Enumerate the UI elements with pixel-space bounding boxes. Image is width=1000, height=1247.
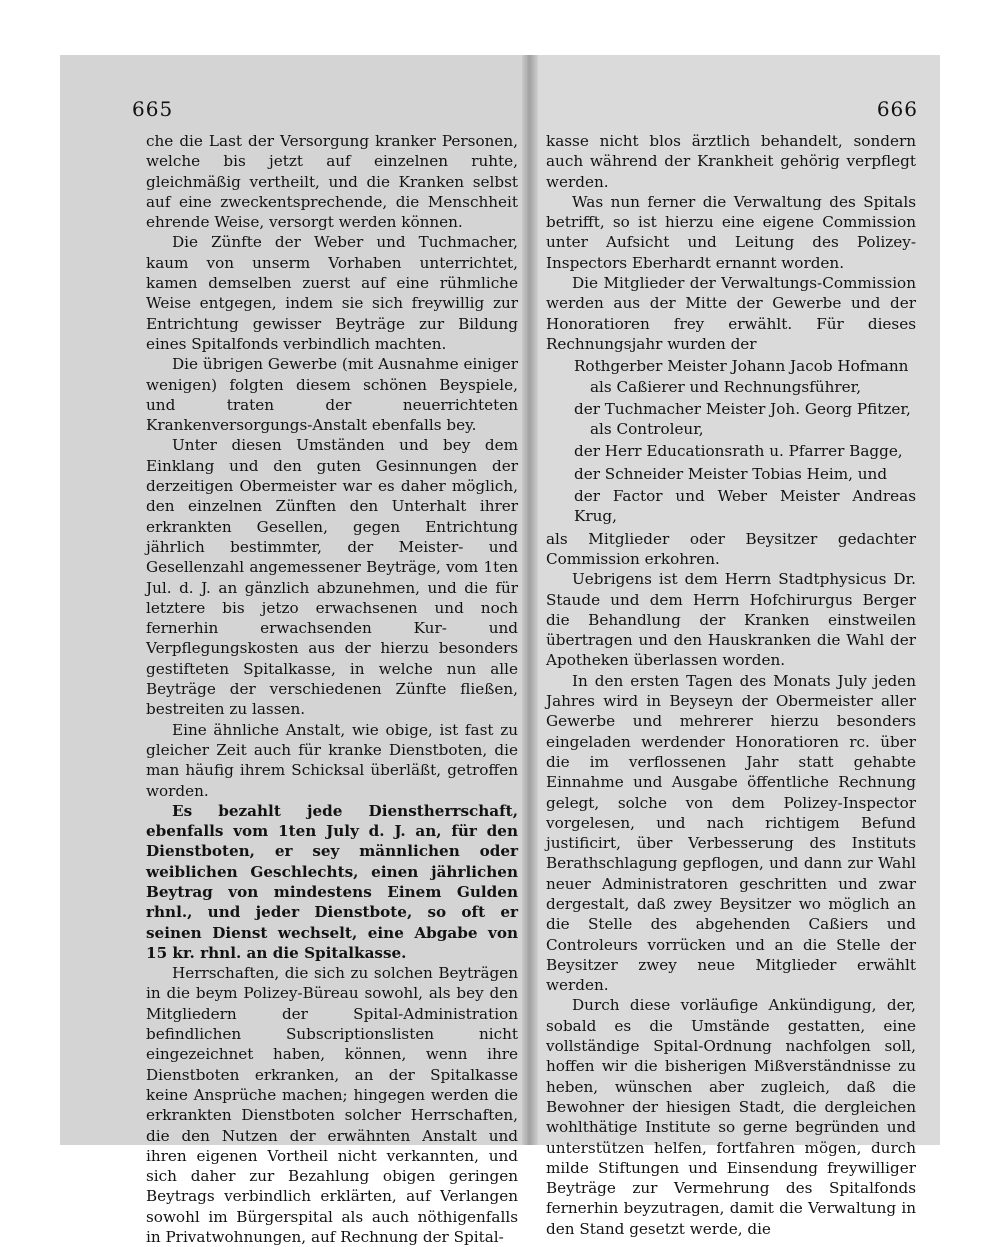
commission-member bbox=[546, 441, 916, 461]
commission-member bbox=[546, 356, 916, 397]
member-name: der Schneider Meister Tobias Heim, und bbox=[574, 464, 888, 483]
paragraph: Die Zünfte der Weber und Tuchmacher, kaum von unserm Vorhaben unterrichtet, kamen demselben zuerst auf eine rühmliche Weise entgegen, indem sie sich freywillig zur Entrichtung gewisser Beyträge zur Bildung eines Spitalfonds verbindlich machten. bbox=[146, 233, 518, 353]
right-page bbox=[530, 55, 940, 1238]
paragraph: Die Mitglieder der Verwaltungs-Commission werden aus der Mitte der Gewerbe und der Honoratioren frey erwählt. Für dieses Rechnungsjahr wurden der bbox=[546, 274, 916, 353]
right-page-text bbox=[546, 131, 916, 1239]
left-page-text bbox=[146, 131, 518, 1247]
scanned-book-spread bbox=[60, 55, 940, 1247]
paragraph: Herrschaften, die sich zu solchen Beyträgen in die beym Polizey-Büreau sowohl, als bey den Mitgliedern der Spital-Administration befindlichen Subscriptionslisten nicht eingezeichnet haben, können, wenn ihre Dienstboten erkranken, an der Spitalkasse keine Ansprüche machen; hingegen werden die erkrankten Dienstboten solcher Herrschaften, die den Nutzen der erwähnten Anstalt und ihren eigenen Vortheil nicht verkannten, und sich daher zur Bezahlung obigen geringen Beytrags verbindlich erklärten, auf Verlangen sowohl im Bürgerspital als auch nöthigenfalls in Privatwohnungen, auf Rechnung der Spital- bbox=[146, 964, 518, 1247]
book-gutter bbox=[522, 55, 538, 1145]
commission-member bbox=[546, 486, 916, 527]
page-number-left: 665 bbox=[132, 97, 174, 121]
commission-member bbox=[546, 464, 916, 484]
paragraph: Es bezahlt jede Dienstherrschaft, ebenfalls vom 1ten July d. J. an, für den Dienstboten, er sey männlichen oder weiblichen Geschlechts, einen jährlichen Beytrag von mindestens Einem Gulden rhnl., und jeder Dienstbote, so oft er seinen Dienst wechselt, eine Abgabe von 15 kr. rhnl. an die Spitalkasse. bbox=[146, 801, 518, 962]
member-role: als Caßierer und Rechnungsführer, bbox=[590, 377, 862, 396]
left-page bbox=[60, 55, 530, 1247]
paragraph: Was nun ferner die Verwaltung des Spitals betrifft, so ist hierzu eine eigene Commission unter Aufsicht und Leitung des Polizey-Inspectors Eberhardt ernannt worden. bbox=[546, 192, 916, 272]
paragraph: Uebrigens ist dem Herrn Stadtphysicus Dr. Staude und dem Herrn Hofchirurgus Berger die Behandlung der Kranken einstweilen übertragen und den Hauskranken die Wahl der Apotheken überlassen worden. bbox=[546, 570, 916, 670]
member-name: der Tuchmacher Meister Joh. Georg Pfitzer, bbox=[574, 399, 911, 418]
commission-member bbox=[546, 399, 916, 440]
paragraph: als Mitglieder oder Beysitzer gedachter Commission erkohren. bbox=[546, 529, 916, 568]
paragraph: Eine ähnliche Anstalt, wie obige, ist fast zu gleicher Zeit auch für kranke Dienstboten, die man häufig ihrem Schicksal überläßt, getroffen worden. bbox=[146, 720, 518, 800]
member-role: als Controleur, bbox=[590, 420, 704, 439]
paragraph: che die Last der Versorgung kranker Personen, welche bis jetzt auf einzelnen ruhte, gleichmäßig vertheilt, und die Kranken selbst auf eine zweckentsprechende, die Menschheit ehrende Weise, versorgt werden können. bbox=[146, 132, 518, 232]
paragraph: Durch diese vorläufige Ankündigung, der, sobald es die Umstände gestatten, eine vollständige Spital-Ordnung nachfolgen soll, hoffen wir die bisherigen Mißverständnisse zu heben, wünschen aber zugleich, daß die Bewohner der hiesigen Stadt, die dergleichen wohlthätige Institute so gerne begründen und unterstützen helfen, fortfahren mögen, durch milde Stiftungen und Einsendung freywilliger Beyträge zur Vermehrung des Spitalfonds fernerhin beyzutragen, damit die Verwaltung in den Stand gesetzt werde, die bbox=[546, 996, 916, 1238]
paragraph: Die übrigen Gewerbe (mit Ausnahme einiger wenigen) folgten diesem schönen Beyspiele, und traten der neuerrichteten Krankenversorgungs-Anstalt ebenfalls bey. bbox=[146, 355, 518, 435]
paragraph: In den ersten Tagen des Monats July jeden Jahres wird in Beyseyn der Obermeister aller Gewerbe und mehrerer hierzu besonders eingeladen werdender Honoratioren rc. über die im verflossenen Jahr statt gehabte Einnahme und Ausgabe öffentliche Rechnung gelegt, solche von dem Polizey-Inspector vorgelesen, und nach richtigem Befund justificirt, über Verbesserung des Instituts Berathschlagung gepflogen, und dann zur Wahl neuer Administratoren geschritten und zwar dergestalt, daß zwey Beysitzer wo möglich an die Stelle des abgehenden Caßiers und Controleurs vorrücken und an die Stelle der Beysitzer zwey neue Mitglieder erwählt werden. bbox=[546, 671, 916, 995]
page-number-right: 666 bbox=[876, 97, 918, 121]
member-name: der Factor und Weber Meister Andreas Krug, bbox=[574, 487, 916, 526]
paragraph: kasse nicht blos ärztlich behandelt, sondern auch während der Krankheit gehörig verpflegt werden. bbox=[546, 132, 916, 191]
member-name: der Herr Educationsrath u. Pfarrer Bagge, bbox=[574, 442, 903, 461]
paragraph: Unter diesen Umständen und bey dem Einklang und den guten Gesinnungen der derzeitigen Obermeister war es daher möglich, den einzelnen Zünften den Unterhalt ihrer erkrankten Gesellen, gegen Entrichtung jährlich bestimmter, der Meister- und Gesellenzahl angemessener Beyträge, vom 1ten Jul. d. J. an gänzlich abzunehmen, und die für letztere bis jetzo erwachsenen und noch fernerhin erwachsenden Kur- und Verpflegungskosten aus der hierzu besonders gestifteten Spitalkasse, in welche nun alle Beyträge der verschiedenen Zünfte fließen, bestreiten zu lassen. bbox=[146, 436, 518, 719]
member-name: Rothgerber Meister Johann Jacob Hofmann bbox=[574, 357, 909, 376]
